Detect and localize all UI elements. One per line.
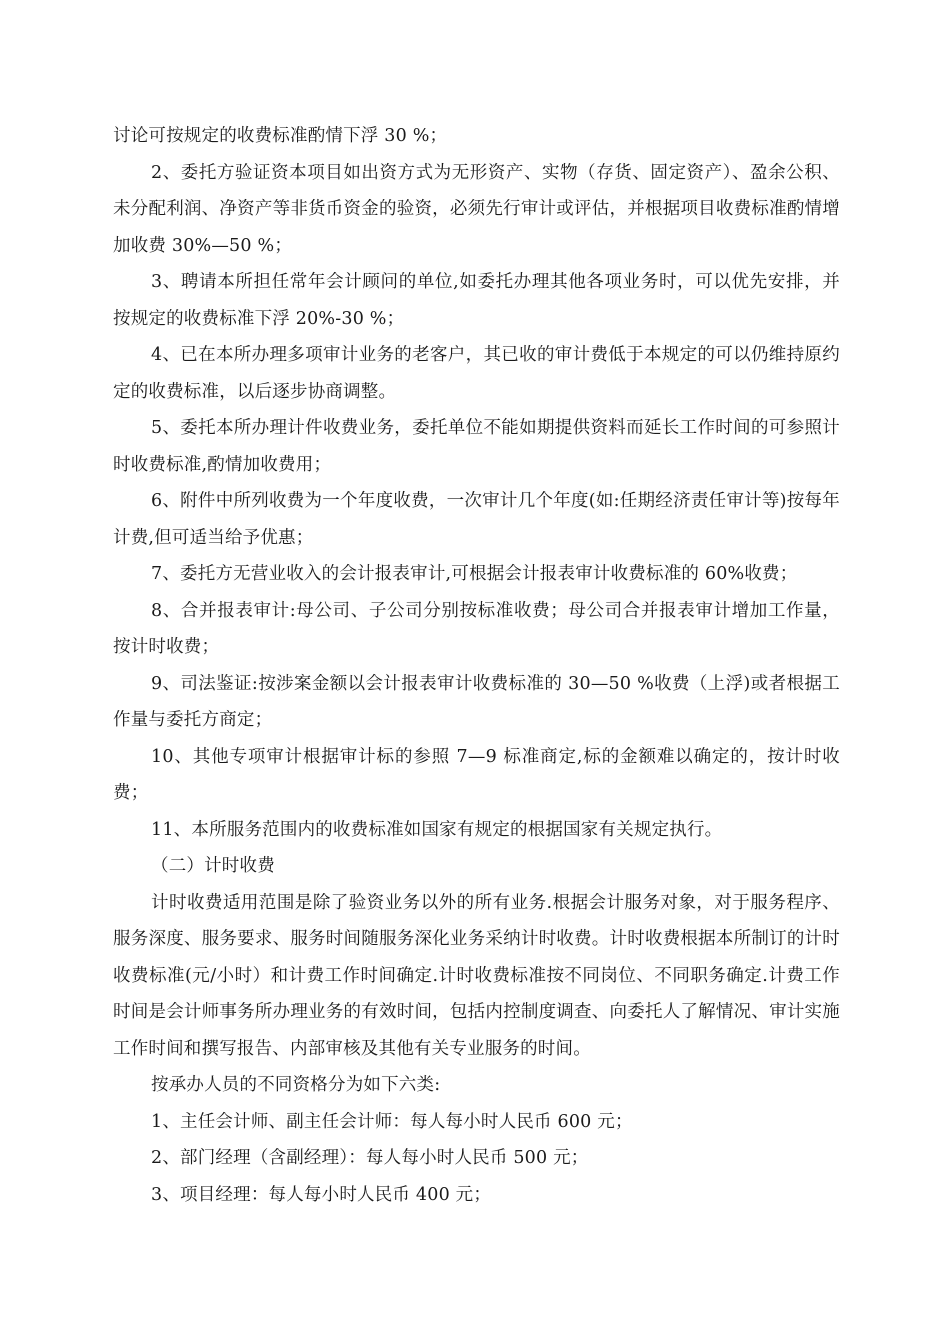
- paragraph-6: 6、附件中所列收费为一个年度收费，一次审计几个年度(如:任期经济责任审计等)按每年计费,但可适当给予优惠；: [113, 491, 840, 548]
- paragraph-13: 计时收费适用范围是除了验资业务以外的所有业务.根据会计服务对象，对于服务程序、服务深度、服务要求、服务时间随服务深化业务采纳计时收费。计时收费根据本所制订的计时收费标准(元/小时）和计费工作时间确定.计时收费标准按不同岗位、不同职务确定.计费工作时间是会计师事务所办理业务的有效时间，包括内控制度调查、向委托人了解情况、审计实施工作时间和撰写报告、内部审核及其他有关专业服务的时间。: [113, 892, 840, 1059]
- list-item-2: 2、部门经理（含副经理）：每人每小时人民币 500 元；: [151, 1148, 589, 1168]
- paragraph-2: 2、委托方验证资本项目如出资方式为无形资产、实物（存货、固定资产）、盈余公积、未分配利润、净资产等非货币资金的验资，必须先行审计或评估，并根据项目收费标准酌情增加收费 30%—50 %；: [113, 162, 840, 256]
- paragraph-9: 9、司法鉴证:按涉案金额以会计报表审计收费标准的 30—50 %收费（上浮)或者根据工作量与委托方商定；: [113, 673, 840, 730]
- paragraph-14: 按承办人员的不同资格分为如下六类:: [151, 1075, 441, 1095]
- section-heading: （二）计时收费: [151, 856, 275, 876]
- list-item-1: 1、主任会计师、副主任会计师：每人每小时人民币 600 元；: [151, 1111, 633, 1132]
- document-page: [113, 118, 840, 1213]
- paragraph-5: 5、委托本所办理计件收费业务，委托单位不能如期提供资料而延长工作时间的可参照计时收费标准,酌情加收费用；: [113, 418, 840, 475]
- paragraph-11: 11、本所服务范围内的收费标准如国家有规定的根据国家有关规定执行。: [151, 819, 723, 840]
- paragraph-3: 3、聘请本所担任常年会计顾问的单位,如委托办理其他各项业务时，可以优先安排，并按规定的收费标准下浮 20%-30 %；: [113, 272, 840, 329]
- paragraph-4: 4、已在本所办理多项审计业务的老客户，其已收的审计费低于本规定的可以仍维持原约定的收费标准，以后逐步协商调整。: [113, 345, 840, 402]
- paragraph-10: 10、其他专项审计根据审计标的参照 7—9 标准商定,标的金额难以确定的，按计时收费；: [113, 746, 840, 803]
- paragraph-8: 8、合并报表审计:母公司、子公司分别按标准收费；母公司合并报表审计增加工作量，按计时收费；: [113, 600, 840, 657]
- paragraph-7: 7、委托方无营业收入的会计报表审计,可根据会计报表审计收费标准的 60%收费；: [151, 564, 798, 584]
- paragraph-1: 讨论可按规定的收费标准酌情下浮 30 %；: [113, 126, 448, 146]
- list-item-3: 3、项目经理：每人每小时人民币 400 元；: [151, 1184, 492, 1205]
